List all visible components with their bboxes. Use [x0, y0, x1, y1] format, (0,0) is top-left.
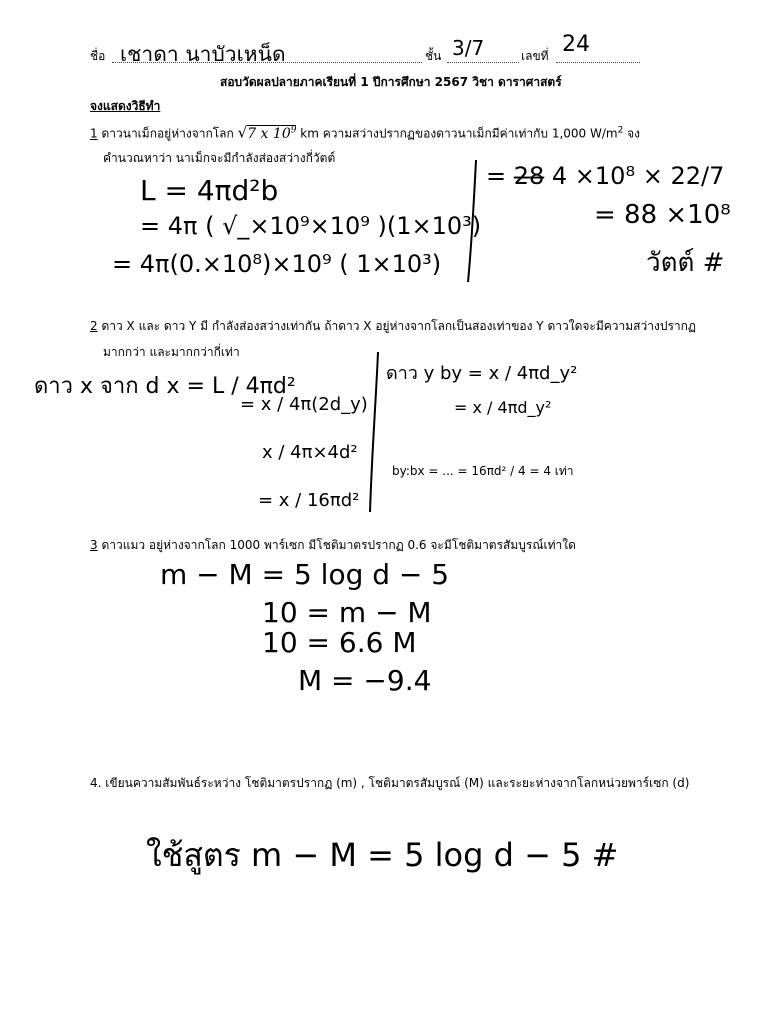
q1-answer-right-line3: วัตต์ #: [646, 248, 725, 278]
q1-answer-line3: = 4π(0.×10⁸)×10⁹ ( 1×10³): [112, 250, 442, 278]
q1-divider-stroke: [468, 160, 476, 282]
question-1-text-line2: คำนวณหาว่า นาเม็กจะมีกำลังส่องสว่างกี่วัตต์: [103, 151, 336, 165]
q1-answer-line2: = 4π ( √_×10⁹×10⁹ )(1×10³): [140, 212, 482, 240]
instruction: จงแสดงวิธีทำ: [90, 99, 161, 113]
sqrt-radicand: 7 x $10^9$: [247, 125, 297, 142]
q3-answer-line2: 10 = m − M: [262, 596, 432, 629]
q2-divider-stroke: [370, 352, 378, 512]
q2-answer-left-line2: = x / 4π(2d_y): [240, 394, 368, 415]
question-2-text-line2: มากกว่า และมากกว่ากี่เท่า: [103, 345, 240, 359]
q2-answer-left-line1: ดาว x จาก d x = L / 4πd²: [34, 374, 296, 399]
q3-answer-line1: m − M = 5 log d − 5: [160, 558, 450, 591]
q4-answer: ใช้สูตร m − M = 5 log d − 5 #: [146, 836, 619, 874]
question-1-text-a: ดาวนาเม็กอยู่ห่างจากโลก: [101, 126, 234, 141]
name-label: ชื่อ: [90, 49, 106, 63]
q2-answer-left-line3: x / 4π×4d²: [262, 442, 358, 463]
question-3-text: 3 ดาวแมว อยู่ห่างจากโลก 1000 พาร์เซก มีโชติมาตรปรากฏ 0.6 จะมีโชติมาตรสัมบูรณ์เท่าใด: [90, 538, 576, 552]
q3-answer-line4: M = −9.4: [298, 664, 432, 697]
class-label: ชั้น: [425, 49, 442, 63]
question-3-number: 3: [90, 538, 98, 552]
q1-answer-line1: L = 4πd²b: [140, 174, 279, 207]
question-2-number: 2: [90, 319, 98, 333]
question-1-text-line1: 1 ดาวนาเม็กอยู่ห่างจากโลก √7 x $10^9$ km ความสว่างปรากฏของดาวนาเม็กมีค่าเท่ากับ 1,000 $W/m^2$ จง: [90, 123, 641, 142]
question-4-text: 4. เขียนความสัมพันธ์ระหว่าง โชติมาตรปรากฏ (m) , โชติมาตรสัมบูรณ์ (M) และระยะห่างจากโลกหน่วยพาร์เซก (d): [90, 776, 690, 790]
sqrt-symbol: √: [237, 123, 248, 142]
exam-title: สอบวัดผลปลายภาคเรียนที่ 1 ปีการศึกษา 2567 วิชา ดาราศาสตร์: [220, 75, 562, 89]
number-handwritten: 24: [562, 32, 590, 57]
q3-answer-line3: 10 = 6.6 M: [262, 626, 417, 659]
class-handwritten: 3/7: [452, 36, 485, 60]
q1-answer-right-line2: = 88 ×10⁸: [594, 200, 731, 230]
name-handwritten: เชาดา นาบัวเหน็ด: [120, 42, 286, 66]
question-2-text-line1: 2 ดาว X และ ดาว Y มี กำลังส่องสว่างเท่ากัน ถ้าดาว X อยู่ห่างจากโลกเป็นสองเท่าของ Y ดาวใดจะมีความสว่างปรากฏ: [90, 319, 696, 333]
question-1-text-b: km ความสว่างปรากฏของดาวนาเม็กมีค่าเท่ากับ 1,000 W/m: [300, 126, 618, 141]
number-label: เลขที่: [521, 49, 549, 63]
question-1-number: 1: [90, 126, 98, 141]
q1-answer-right-line1: = 2̶8̶ 4 ×10⁸ × 22/7: [486, 162, 725, 190]
q2-answer-left-line4: = x / 16πd²: [258, 490, 360, 511]
q2-answer-right-line1: ดาว y by = x / 4πd_y²: [386, 363, 578, 384]
q2-answer-right-line2: = x / 4πd_y²: [454, 398, 552, 417]
question-4-number: 4.: [90, 776, 102, 790]
q2-answer-right-line3: by:bx = ... = 16πd² / 4 = 4 เท่า: [392, 464, 574, 478]
